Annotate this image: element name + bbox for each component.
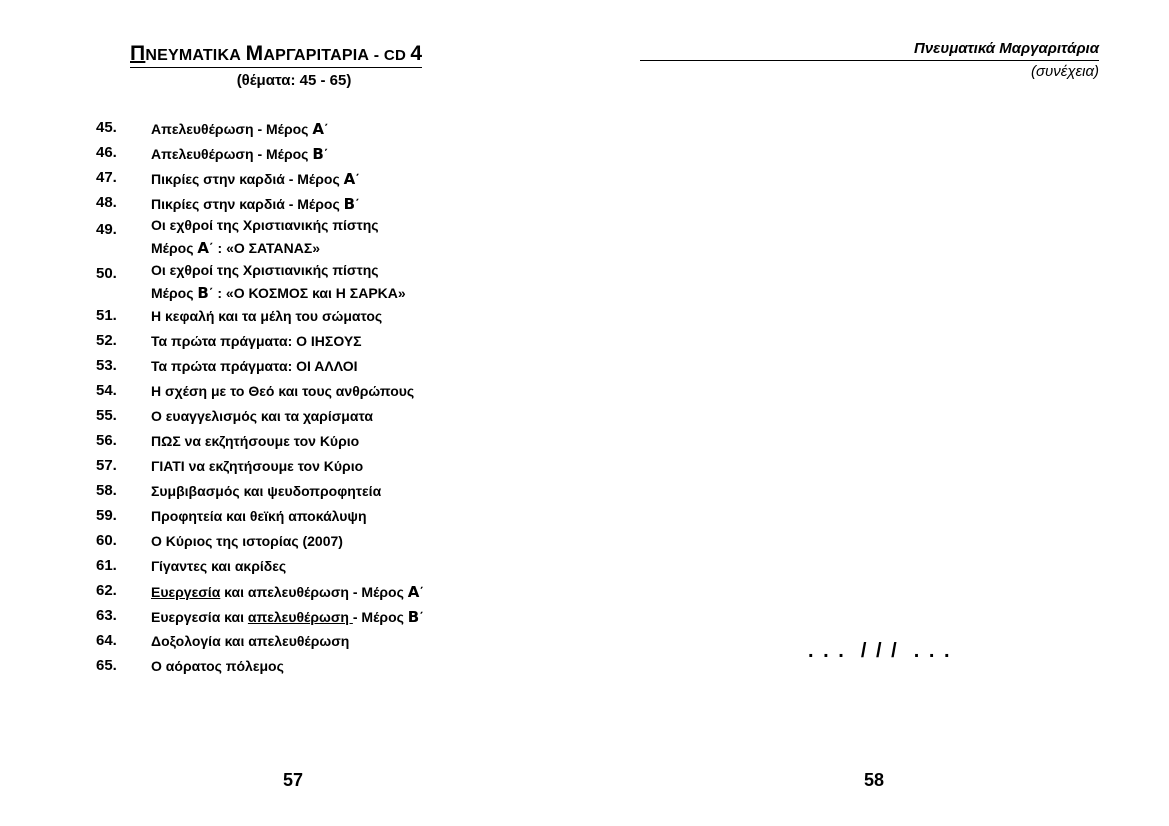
item-number: 57. xyxy=(96,457,117,474)
part-letter: Α xyxy=(407,583,420,601)
item-title: ΠΩΣ να εκζητήσουμε τον Κύριο xyxy=(151,433,360,449)
item-number: 64. xyxy=(96,632,117,649)
item-number: 58. xyxy=(96,482,117,499)
item-title: Ο αόρατος πόλεμος xyxy=(151,658,284,674)
item-number: 56. xyxy=(96,432,117,449)
part-letter: Β xyxy=(343,195,356,213)
item-title: Τα πρώτα πράγματα: ΟΙ ΑΛΛΟΙ xyxy=(151,358,358,374)
item-title xyxy=(151,583,424,601)
part-letter: Α xyxy=(312,120,324,138)
item-suffix: ΄ : «Ο ΣΑΤΑΝΑΣ» xyxy=(208,240,321,256)
page-title xyxy=(130,44,422,68)
part-letter: Β xyxy=(407,608,420,626)
running-header-title: Πνευματικά Μαργαριτάρια xyxy=(914,40,1099,57)
item-suffix: ΄ xyxy=(355,171,360,187)
part-letter: Β xyxy=(312,145,324,163)
item-number: 54. xyxy=(96,382,117,399)
item-number: 62. xyxy=(96,582,117,599)
part-letter: Α xyxy=(197,239,209,257)
item-title xyxy=(151,120,329,138)
item-suffix: ΄ xyxy=(323,146,329,162)
header-rule xyxy=(640,60,1099,61)
item-underlined-word: Ευεργεσία xyxy=(151,584,221,600)
item-title-line1: Οι εχθροί της Χριστιανικής πίστης xyxy=(151,262,379,278)
title-part1: ΝΕΥΜΑΤΙΚΑ xyxy=(145,47,246,64)
item-suffix: ΄ xyxy=(419,584,425,600)
item-number: 61. xyxy=(96,557,117,574)
item-number: 50. xyxy=(96,265,117,282)
item-title: Δοξολογία και απελευθέρωση xyxy=(151,633,350,649)
item-number: 47. xyxy=(96,169,117,186)
item-title: Ο ευαγγελισμός και τα χαρίσματα xyxy=(151,408,373,424)
title-cd-number: 4 xyxy=(410,42,423,65)
running-header-subtitle: (συνέχεια) xyxy=(1030,63,1099,80)
item-number: 53. xyxy=(96,357,117,374)
item-title-line2 xyxy=(151,239,320,257)
item-text: Ευεργεσία και xyxy=(151,609,248,625)
title-part2: ΑΡΓΑΡΙΤΑΡΙΑ - xyxy=(263,47,384,64)
page-subtitle: (θέματα: 45 - 65) xyxy=(236,72,352,89)
title-initial-m: Μ xyxy=(245,42,264,65)
item-number: 51. xyxy=(96,307,117,324)
item-number: 59. xyxy=(96,507,117,524)
item-title: ΓΙΑΤΙ να εκζητήσουμε τον Κύριο xyxy=(151,458,364,474)
title-cd: CD xyxy=(383,47,411,64)
item-title: Η κεφαλή και τα μέλη του σώματος xyxy=(151,308,383,324)
item-title: Ο Κύριος της ιστορίας (2007) xyxy=(151,533,343,549)
item-number: 52. xyxy=(96,332,117,349)
item-title xyxy=(151,608,424,626)
item-number: 60. xyxy=(96,532,117,549)
item-text: Απελευθέρωση - Μέρος xyxy=(151,121,313,137)
item-title-line2 xyxy=(151,284,406,302)
item-underlined-word: απελευθέρωση xyxy=(247,609,353,625)
item-number: 45. xyxy=(96,119,117,136)
item-title xyxy=(151,195,360,213)
item-suffix: ΄ xyxy=(419,609,424,625)
item-title: Προφητεία και θεϊκή αποκάλυψη xyxy=(151,508,367,524)
part-letter: Β xyxy=(197,284,209,302)
item-title-line1: Οι εχθροί της Χριστιανικής πίστης xyxy=(151,217,379,233)
item-title: Τα πρώτα πράγματα: Ο ΙΗΣΟΥΣ xyxy=(151,333,362,349)
item-text: - Μέρος xyxy=(352,609,408,625)
item-number: 63. xyxy=(96,607,117,624)
item-title: Η σχέση με το Θεό και τους ανθρώπους xyxy=(151,383,415,399)
item-title: Συμβιβασμός και ψευδοπροφητεία xyxy=(151,483,382,499)
item-title: Γίγαντες και ακρίδες xyxy=(151,558,287,574)
page-number-left: 57 xyxy=(283,770,304,790)
item-suffix: ΄ xyxy=(323,121,329,137)
item-number: 49. xyxy=(96,221,117,238)
item-text: Πικρίες στην καρδιά - Μέρος xyxy=(151,171,344,187)
item-text: Απελευθέρωση - Μέρος xyxy=(151,146,313,162)
item-text: Πικρίες στην καρδιά - Μέρος xyxy=(151,196,344,212)
item-text: Μέρος xyxy=(151,285,198,301)
page-number-right: 58 xyxy=(864,770,885,790)
section-separator: . . . / / / . . . xyxy=(808,640,952,662)
item-text: Μέρος xyxy=(151,240,198,256)
title-initial-p: Π xyxy=(130,42,146,65)
item-number: 48. xyxy=(96,194,117,211)
item-number: 65. xyxy=(96,657,117,674)
item-title xyxy=(151,170,360,188)
item-number: 46. xyxy=(96,144,117,161)
item-suffix: ΄ xyxy=(355,196,360,212)
item-suffix: ΄ : «Ο ΚΟΣΜΟΣ και Η ΣΑΡΚΑ» xyxy=(208,285,406,301)
part-letter: Α xyxy=(343,170,356,188)
item-title xyxy=(151,145,328,163)
item-text: και απελευθέρωση - Μέρος xyxy=(220,584,408,600)
item-number: 55. xyxy=(96,407,117,424)
